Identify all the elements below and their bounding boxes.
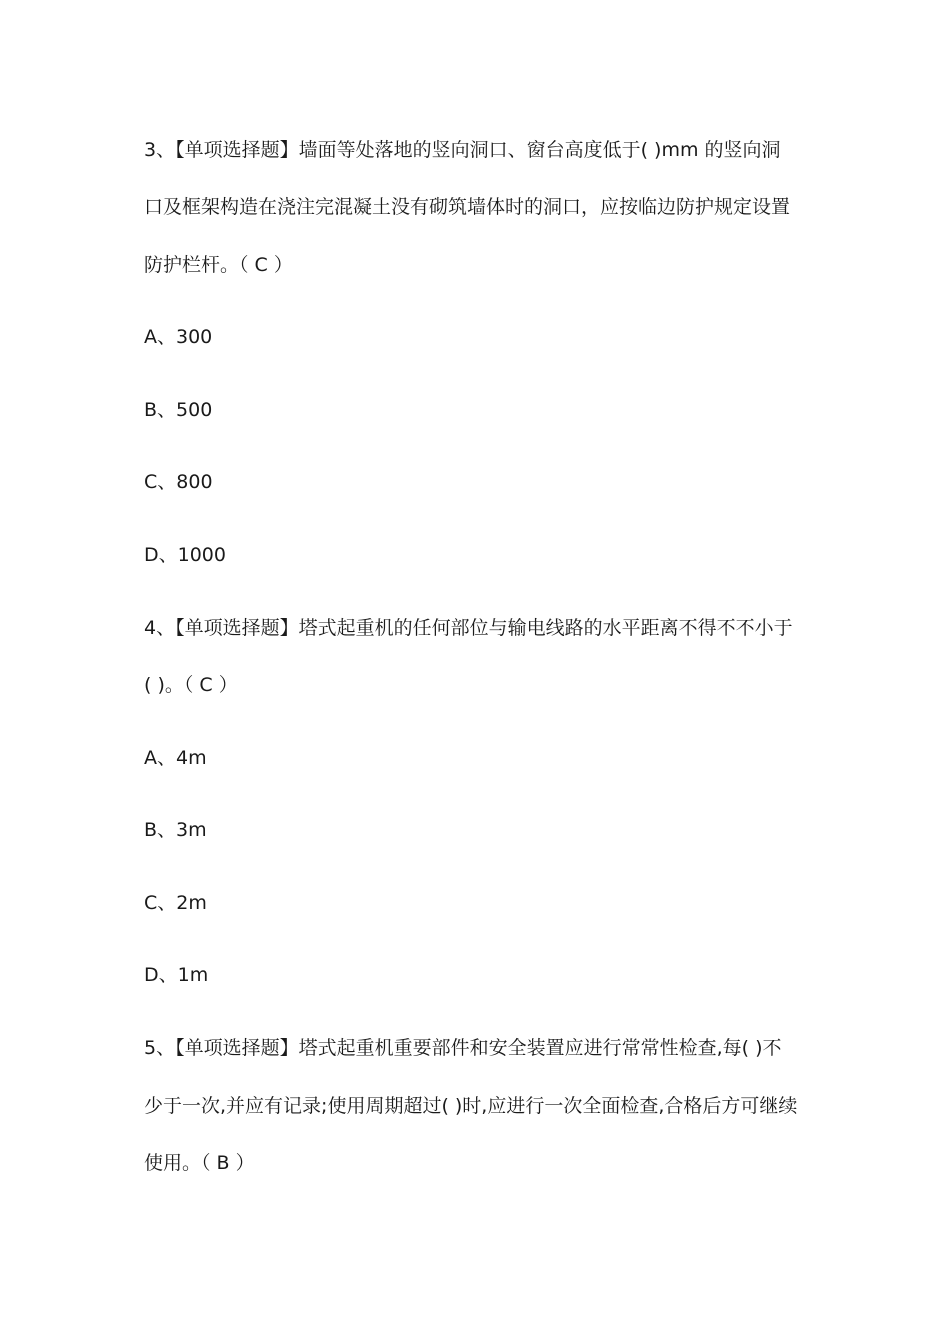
- question-3-line-1: 3、【单项选择题】墙面等处落地的竖向洞口、窗台高度低于( )mm 的竖向洞: [144, 139, 781, 161]
- question-5-line-2: 少于一次,并应有记录;使用周期超过( )时,应进行一次全面检查,合格后方可继续: [144, 1095, 798, 1117]
- question-4-option-b: B、3m: [144, 819, 207, 841]
- question-3-option-d: D、1000: [144, 544, 226, 566]
- question-3-option-c: C、800: [144, 471, 213, 493]
- question-5-line-1: 5、【单项选择题】塔式起重机重要部件和安全装置应进行常常性检查,每( )不: [144, 1037, 782, 1059]
- question-3-option-b: B、500: [144, 399, 213, 421]
- question-3-line-2: 口及框架构造在浇注完混凝土没有砌筑墙体时的洞口，应按临边防护规定设置: [144, 196, 791, 218]
- question-3-line-3: 防护栏杆。（ C ）: [144, 254, 293, 276]
- question-4-line-2: ( )。（ C ）: [144, 674, 238, 696]
- question-3-option-a: A、300: [144, 326, 213, 348]
- question-4-option-d: D、1m: [144, 964, 209, 986]
- question-5-line-3: 使用。（ B ）: [144, 1152, 255, 1174]
- question-4-line-1: 4、【单项选择题】塔式起重机的任何部位与输电线路的水平距离不得不不小于: [144, 617, 793, 639]
- question-4-option-c: C、2m: [144, 892, 207, 914]
- question-4-option-a: A、4m: [144, 747, 207, 769]
